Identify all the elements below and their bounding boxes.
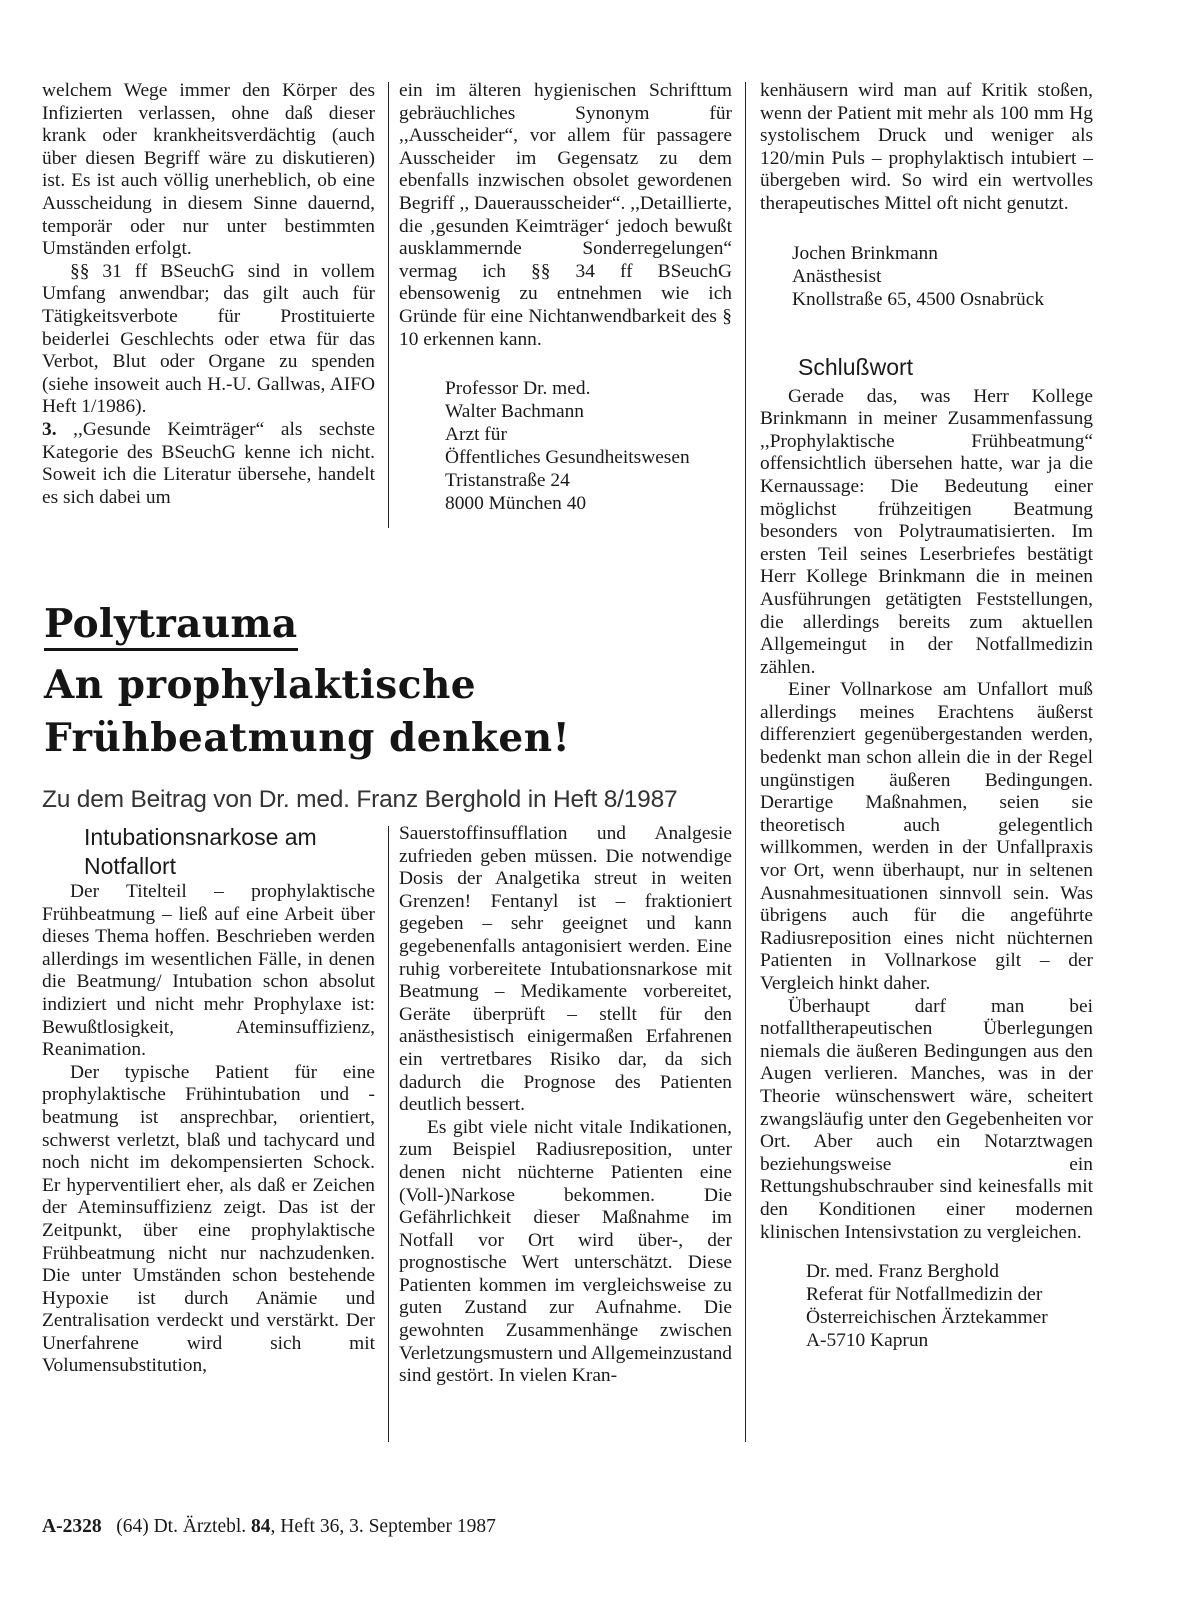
signature-line: Tristanstraße 24 xyxy=(445,470,570,492)
headline-line-2: Frühbeatmung denken! xyxy=(44,715,571,761)
letter-column-2 xyxy=(399,80,732,515)
paragraph: kenhäusern wird man auf Kritik stoßen, wenn der Patient mit mehr als 100 mm Hg systolischem Druck und weniger als 120/min Puls – prophylaktisch intubiert – übergeben wird. So wird ein wertvolles therapeutisches Mittel oft nicht genutzt. xyxy=(760,80,1093,214)
kicker: Polytrauma xyxy=(44,604,298,651)
column-divider xyxy=(745,82,746,1442)
signature-line: Walter Bachmann xyxy=(445,401,584,423)
paragraph xyxy=(42,419,375,509)
paragraph: Überhaupt darf man bei notfalltherapeutischen Überlegungen niemals die äußeren Bedingungen aus den Augen verlieren. Manches, was in der Theorie wünschenswert wäre, scheitert zwangsläufig unter den Gegebenheiten vor Ort. Aber auch ein Notarztwagen beziehungsweise ein Rettungshubschrauber sind keinesfalls mit den Konditionen einer modernen klinischen Intensivstation zu vergleichen. xyxy=(760,995,1093,1243)
signature-berghold xyxy=(806,1260,1093,1352)
signature-line: Referat für Notfallmedizin der xyxy=(806,1284,1043,1306)
signature-line: Jochen Brinkmann xyxy=(792,242,938,264)
signature-bachmann xyxy=(445,377,732,515)
signature-line: Arzt für xyxy=(445,424,507,446)
list-number: 3. xyxy=(42,418,57,440)
article-subtitle: Zu dem Beitrag von Dr. med. Franz Berghold in Heft 8/1987 xyxy=(42,786,678,813)
article-headline xyxy=(44,601,571,765)
letter-column-1 xyxy=(42,80,375,509)
citation-suffix: , Heft 36, 3. September 1987 xyxy=(270,1516,496,1537)
section-subhead: Intubationsnarkose am Notfallort xyxy=(84,824,317,879)
signature-line: Österreichischen Ärztekammer xyxy=(806,1307,1048,1329)
column-divider xyxy=(388,826,389,1442)
signature-line: Dr. med. Franz Berghold xyxy=(806,1261,999,1283)
article-column-2 xyxy=(399,823,732,1388)
paragraph: Gerade das, was Herr Kollege Brinkmann in meiner Zusammenfassung ,,Prophylaktische Frühbeatmung“ offensichtlich übersehen hatte, war ja die Kernaussage: Die Bedeutung einer möglichst frühzeitigen Beatmung besonders von Polytraumatisierten. Im ersten Teil seines Leserbriefes bestätigt Herr Kollege Brinkmann die in meinen Ausführungen getätigten Feststellungen, die allerdings bereits zum aktuellen Allgemeingut in der Notfallmedizin zählen. xyxy=(760,385,1093,678)
paragraph: Sauerstoffinsufflation und Analgesie zufrieden geben müssen. Die notwendige Dosis der Analgetika streut in weiten Grenzen! Fentanyl ist – fraktioniert gegeben – sehr geeignet und kann gegebenenfalls antagonisiert werden. Eine ruhig vorbereitete Intubationsnarkose mit Beatmung – Medikamente vorbereitet, Geräte überprüft – stellt für den anästhesistisch einigermaßen Erfahrenen ein vertretbares Risiko dar, da sich dadurch die Prognose des Patienten deutlich bessert. xyxy=(399,823,732,1116)
page-footer xyxy=(42,1516,496,1538)
signature-brinkmann xyxy=(792,242,1093,311)
paragraph: Einer Vollnarkose am Unfallort muß allerdings meines Erachtens äußerst differenziert gegenübergestanden werden, bedenkt man schon allein die in der Regel ungünstigen äußeren Bedingungen. Derartige Maßnahmen, seien sie theoretisch auch gelegentlich willkommen, werden in der Unfallpraxis vor Ort, wenn überhaupt, nur in seltenen Ausnahmesituationen sinnvoll sein. Was übrigens auch für die angeführte Radiusreposition eines nicht nüchternen Patienten in Vollnarkose gilt – der Vergleich hinkt daher. xyxy=(760,679,1093,994)
right-column xyxy=(760,80,1093,1352)
headline-line-1: An prophylaktische xyxy=(44,662,477,708)
closing-heading: Schlußwort xyxy=(798,353,914,380)
paragraph: §§ 31 ff BSeuchG sind in vollem Umfang anwendbar; das gilt auch für Tätigkeitsverbote für Prostituierte beiderlei Geschlechts oder etwa für das Verbot, Blut oder Organe zu spenden (siehe insoweit auch H.-U. Gallwas, AIFO Heft 1/1986). xyxy=(42,260,375,418)
signature-line: 8000 München 40 xyxy=(445,493,587,515)
paragraph: welchem Wege immer den Körper des Infizierten verlassen, ohne daß dieser krank oder krankheitsverdächtig (auch über diesen Begriff wäre zu diskutieren) ist. Es ist auch völlig unerheblich, ob eine Ausscheidung in diesem Sinne dauernd, temporär oder nur unter bestimmten Umständen erfolgt. xyxy=(42,80,375,260)
paragraph: ein im älteren hygienischen Schrifttum gebräuchliches Synonym für ,,Ausscheider“, vor allem für passagere Ausscheider im Gegensatz zu dem ebenfalls inzwischen obsolet gewordenen Begriff ,, Dauerausscheider“. ,,Detaillierte, die ‚gesunden Keimträger‘ jedoch bewußt ausklammernde Sonderregelungen“ vermag ich §§ 34 ff BSeuchG ebensowenig zu entnehmen wie ich Gründe für eine Nichtanwendbarkeit des § 10 erkennen kann. xyxy=(399,80,732,350)
article-column-1 xyxy=(42,823,375,1378)
citation-prefix: (64) Dt. Ärztebl. xyxy=(116,1516,247,1537)
paragraph: Es gibt viele nicht vitale Indikationen, zum Beispiel Radiusreposition, unter denen nicht nüchterne Patienten eine (Voll-)Narkose bekommen. Die Gefährlichkeit dieser Maßnahme im Notfall vor Ort wird über-, der prognostische Wert unterschätzt. Diese Patienten kommen im vergleichsweise zu guten Zustand zur Aufnahme. Die gewohnten Zusammenhänge zwischen Verletzungsmustern und Allgemeinzustand sind gestört. In vielen Kran- xyxy=(399,1116,732,1387)
signature-line: Knollstraße 65, 4500 Osnabrück xyxy=(792,288,1045,310)
signature-line: Öffentliches Gesundheitswesen xyxy=(445,447,690,469)
column-divider xyxy=(388,82,389,528)
paragraph: Der typische Patient für eine prophylaktische Frühintubation und -beatmung ist ansprechbar, orientiert, schwerst verletzt, blaß und tachycard und noch nicht im dekompensierten Schock. Er hyperventiliert eher, als daß er Zeichen der Ateminsuffizienz zeigt. Das ist der Zeitpunkt, über eine prophylaktische Frühbeatmung nicht nur nachzudenken. Die unter Umständen schon bestehende Hypoxie ist durch Anämie und Zentralisation verdeckt und verstärkt. Der Unerfahrene wird sich mit Volumensubstitution, xyxy=(42,1061,375,1377)
page-number: A-2328 xyxy=(42,1516,102,1537)
volume-number: 84 xyxy=(251,1516,271,1537)
signature-line: A-5710 Kaprun xyxy=(806,1330,929,1352)
signature-line: Anästhesist xyxy=(792,265,882,287)
paragraph: Der Titelteil – prophylaktische Frühbeatmung – ließ auf eine Arbeit über dieses Thema hoffen. Beschrieben werden allerdings im wesentlichen Fälle, in denen die Beatmung/ Intubation schon absolut indiziert und nicht mehr Prophylaxe ist: Bewußtlosigkeit, Ateminsuffizienz, Reanimation. xyxy=(42,881,375,1061)
paragraph-text: ,,Gesunde Keimträger“ als sechste Kategorie des BSeuchG kenne ich nicht. Soweit ich die Literatur übersehe, handelt es sich dabei um xyxy=(42,418,375,508)
signature-line: Professor Dr. med. xyxy=(445,378,591,400)
